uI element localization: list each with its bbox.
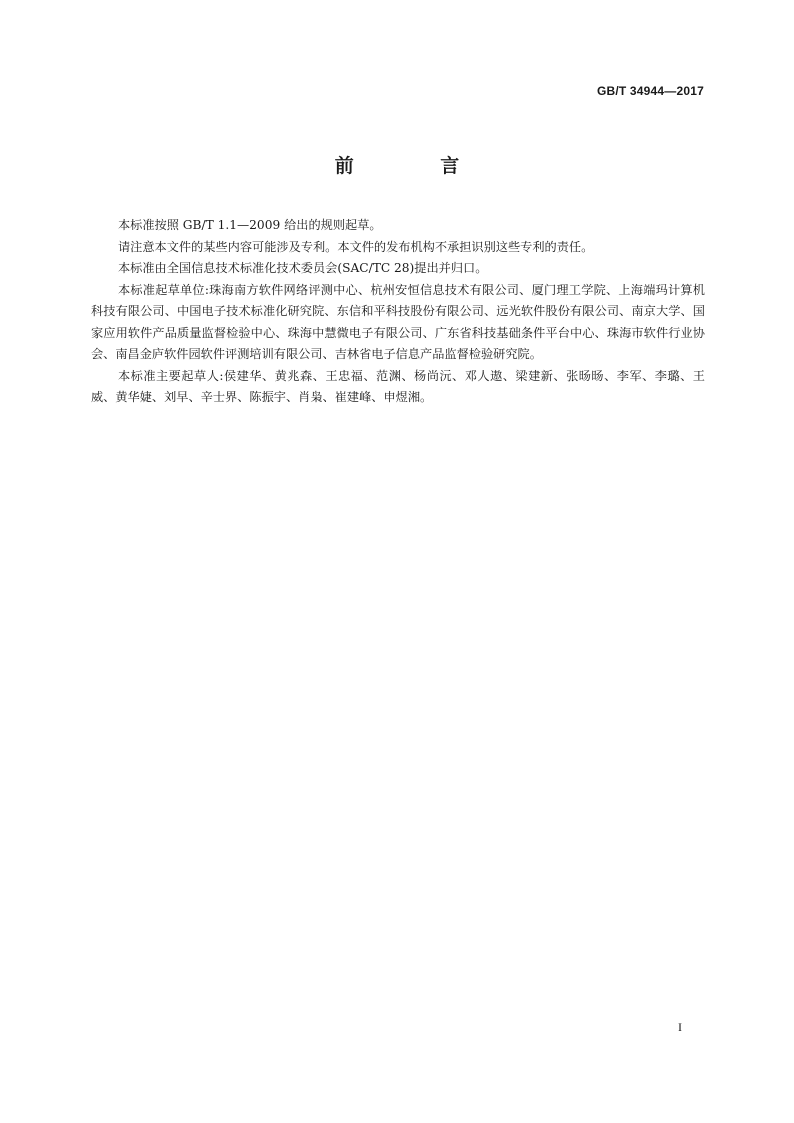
- paragraph-drafters: 本标准主要起草人:侯建华、黄兆森、王忠福、范渊、杨尚沅、邓人遨、梁建新、张旸旸、李军、李璐、王威、黄华婕、刘早、辛士界、陈振宇、肖枭、崔建峰、申煜湘。: [91, 368, 705, 404]
- page-title: 前 言: [334, 155, 500, 177]
- paragraph-patent-notice: 请注意本文件的某些内容可能涉及专利。本文件的发布机构不承担识别这些专利的责任。: [118, 239, 594, 254]
- document-body: [91, 215, 705, 409]
- paragraph-drafting-rules: 本标准按照 GB/T 1.1—2009 给出的规则起草。: [118, 218, 382, 232]
- page-number: I: [678, 1020, 682, 1034]
- paragraph-proposer: 本标准由全国信息技术标准化技术委员会(SAC/TC 28)提出并归口。: [118, 261, 488, 275]
- paragraph-drafting-units: 本标准起草单位:珠海南方软件网络评测中心、杭州安恒信息技术有限公司、厦门理工学院、上海端玛计算机科技有限公司、中国电子技术标准化研究院、东信和平科技股份有限公司、远光软件股份有限公司、南京大学、国家应用软件产品质量监督检验中心、珠海中慧微电子有限公司、广东省科技基础条件平台中心、珠海市软件行业协会、南昌金庐软件园软件评测培训有限公司、吉林省电子信息产品监督检验研究院。: [91, 282, 705, 361]
- standard-code: GB/T 34944—2017: [596, 84, 704, 98]
